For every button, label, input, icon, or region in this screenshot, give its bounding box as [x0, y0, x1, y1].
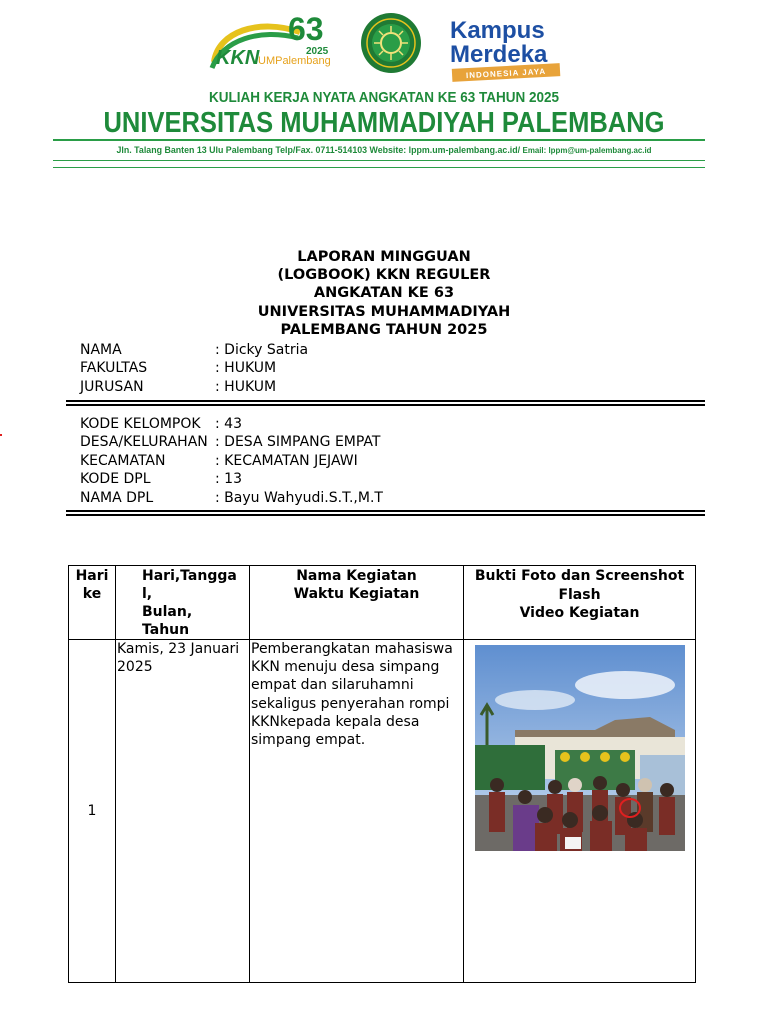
- header-text: Bukti Foto dan Screenshot: [474, 568, 685, 584]
- title-line: LAPORAN MINGGUAN: [297, 249, 471, 265]
- indonesia-jaya-text: INDONESIA JAYA: [465, 66, 547, 81]
- double-rule: [66, 400, 705, 406]
- letterhead-divider-bottom: [53, 160, 705, 161]
- info-label: KODE KELOMPOK: [80, 416, 201, 432]
- info-value: : Dicky Satria: [215, 342, 309, 358]
- title-line: (LOGBOOK) KKN REGULER: [277, 267, 491, 284]
- info-value: : Bayu Wahyudi.S.T.,M.T: [215, 489, 383, 506]
- header-day: [69, 566, 116, 640]
- cell-date: Kamis, 23 Januari 2025: [116, 640, 250, 983]
- letterhead-divider-top: [53, 139, 705, 141]
- header-text: Hari,Tanggal,: [142, 568, 237, 602]
- double-rule: [66, 510, 705, 516]
- header-text: Waktu Kegiatan: [293, 586, 420, 602]
- header-text: Bulan,: [142, 604, 193, 620]
- letterhead-divider-bottom-2: [53, 167, 705, 168]
- info-label: NAMA: [80, 342, 122, 358]
- title-line: PALEMBANG TAHUN 2025: [280, 321, 488, 338]
- info-label: JURUSAN: [80, 378, 144, 395]
- logo-year: 2025: [306, 46, 329, 57]
- header-text: Hari: [75, 568, 109, 584]
- info-label: FAKULTAS: [80, 360, 148, 377]
- info-value: : 13: [215, 471, 242, 488]
- info-value: : KECAMATAN JEJAWI: [215, 452, 358, 469]
- ump-seal-logo: [360, 12, 422, 74]
- kkn-brand-text: KKN: [216, 47, 260, 69]
- header-date: [116, 566, 250, 640]
- header-activity: [250, 566, 464, 640]
- kkn-subtitle: KULIAH KERJA NYATA ANGKATAN KE 63 TAHUN 2025: [208, 89, 560, 106]
- header-text: Video Kegiatan: [519, 605, 640, 621]
- info-label: DESA/KELURAHAN: [80, 434, 208, 451]
- email-text: Email: lppm@um-palembang.ac.id: [522, 145, 652, 155]
- header-photo-proof: [464, 566, 696, 640]
- university-address: [27, 145, 741, 156]
- university-name: UNIVERSITAS MUHAMMADIYAH PALEMBANG: [103, 107, 665, 139]
- info-label: KODE DPL: [80, 471, 151, 488]
- title-line: UNIVERSITAS MUHAMMADIYAH: [257, 303, 511, 320]
- title-line: ANGKATAN KE 63: [313, 285, 455, 302]
- header-text: Flash: [558, 586, 601, 603]
- cell-day: 1: [69, 640, 116, 983]
- kkn-63-logo: [208, 10, 340, 80]
- info-label: NAMA DPL: [80, 489, 154, 506]
- report-title: [180, 248, 588, 339]
- info-label: KECAMATAN: [80, 452, 166, 469]
- header-text: Tahun: [142, 622, 190, 638]
- cell-activity: Pemberangkatan mahasiswa KKN menuju desa simpang empat dan silaruhamni sekaligus penyerahan rompi KKNkepada kepala desa simpang empat.: [250, 640, 464, 983]
- logbook-table: [68, 565, 696, 983]
- address-text: Jln. Talang Banten 13 Ulu Palembang Telp/Fax. 0711-514103 Website: lppm.um-palembang.ac.id/: [116, 145, 521, 156]
- numeral-63: 63: [288, 11, 324, 47]
- info-value: : HUKUM: [215, 378, 277, 395]
- ump-org-text: UMPalembang: [258, 55, 331, 67]
- info-value: : 43: [215, 416, 242, 432]
- header-text: Nama Kegiatan: [296, 568, 417, 584]
- table-row: [69, 640, 696, 983]
- margin-mark: [0, 434, 2, 436]
- info-value: : HUKUM: [215, 360, 277, 377]
- cell-photo: [464, 640, 696, 983]
- table-header-row: [69, 566, 696, 640]
- kampus-text: Kampus: [450, 17, 545, 44]
- header-text: ke: [82, 586, 102, 602]
- activity-photo: [475, 645, 685, 851]
- kampus-merdeka-logo: [448, 14, 568, 82]
- merdeka-text: Merdeka: [450, 41, 548, 68]
- info-value: : DESA SIMPANG EMPAT: [215, 434, 381, 451]
